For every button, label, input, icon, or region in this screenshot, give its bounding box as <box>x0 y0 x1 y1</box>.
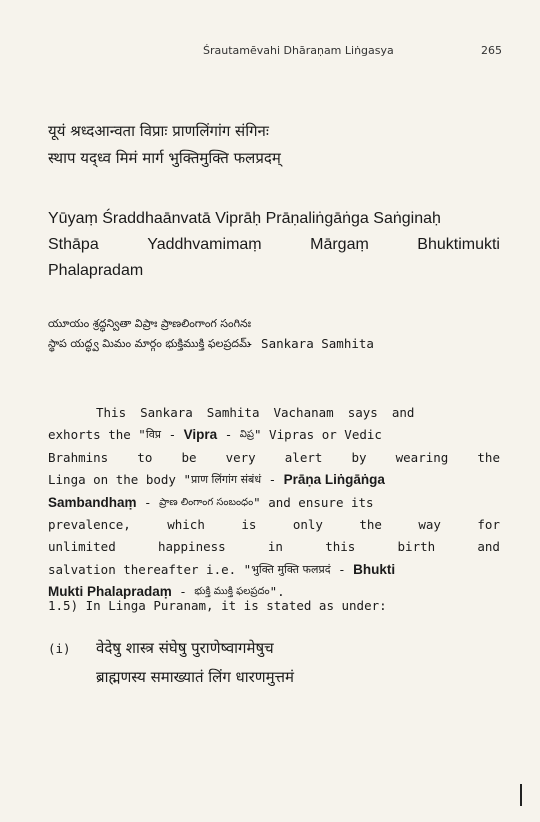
paragraph-line: This Sankara Samhita Vachanam says and <box>96 405 415 420</box>
verse-line-2: स्थाप यद्ध्व मिमं मार्ग भुक्तिमुक्ति फलप्रदम् <box>48 149 281 167</box>
transliteration-line-1: Yūyaṃ Śraddhaānvatā Viprāḥ Prāṇaliṅgāṅga Saṅginaḥ <box>48 210 441 227</box>
paragraph-line: Brahmins to be very alert by wearing the <box>48 449 500 465</box>
attribution: - Sankara Samhita <box>246 336 374 351</box>
page-number: 265 <box>481 44 502 57</box>
linga-purana-verse <box>96 634 496 692</box>
paragraph-line: unlimited happiness in this birth and <box>48 539 500 555</box>
page-edge-mark <box>520 784 522 806</box>
verse-label: (i) <box>48 641 71 656</box>
body-paragraph <box>48 402 500 604</box>
word: Bhuktimukti <box>417 236 500 253</box>
transliteration-line-2 <box>48 232 500 258</box>
running-title: Śrautamēvahi Dhāraṇam Liṅgasya <box>203 44 394 57</box>
verse-line-1: वेदेषु शास्त्र संघेषु पुराणेष्वागमेषुच <box>96 639 274 657</box>
paragraph-line: Mukti Phalapradaṃ - భుక్తి ముక్తి ఫలప్రదం ". <box>48 584 285 600</box>
paragraph-line: Sambandhaṃ - ప్రాణ లింగాంగ సంబంధం " and ensure its <box>48 494 374 510</box>
paragraph-line: exhorts the " विप्र - Vipra - విప్ర " Vipras or Vedic <box>48 427 382 443</box>
verse-line-1: यूयं श्रध्दआन्वता विप्राः प्राणलिंगांग संगिनः <box>48 122 269 140</box>
paragraph-line: salvation thereafter i.e. " भुक्ति मुक्ति फलप्रदं - Bhukti <box>48 561 396 577</box>
verse-line-2: ब्राह्मणस्य समाख्यातं लिंग धारणमुत्तमं <box>96 668 294 686</box>
sanskrit-verse-devanagari <box>48 118 508 172</box>
transliteration-line-3: Phalapradam <box>48 262 144 279</box>
word: Yaddhvamimaṃ <box>147 236 262 253</box>
paragraph-line: prevalence, which is only the way for <box>48 517 500 533</box>
word: Mārgaṃ <box>310 236 369 253</box>
telugu-line-1: యూయం శ్రద్ధన్వితా విప్రాః ప్రాణలింగాంగ సంగినః <box>48 317 251 330</box>
transliteration <box>48 206 500 284</box>
paragraph-line: Linga on the body " प्राण लिंगांग संबंधं - Prāṇa Liṅgāṅga <box>48 472 385 488</box>
word: Sthāpa <box>48 236 99 253</box>
telugu-line-2: స్థాప యద్ధ్వ మిమం మార్గం భుక్తిముక్తి ఫలప్రదమ్ <box>48 337 251 350</box>
section-heading: 1.5) In Linga Puranam, it is stated as under: <box>48 598 387 613</box>
